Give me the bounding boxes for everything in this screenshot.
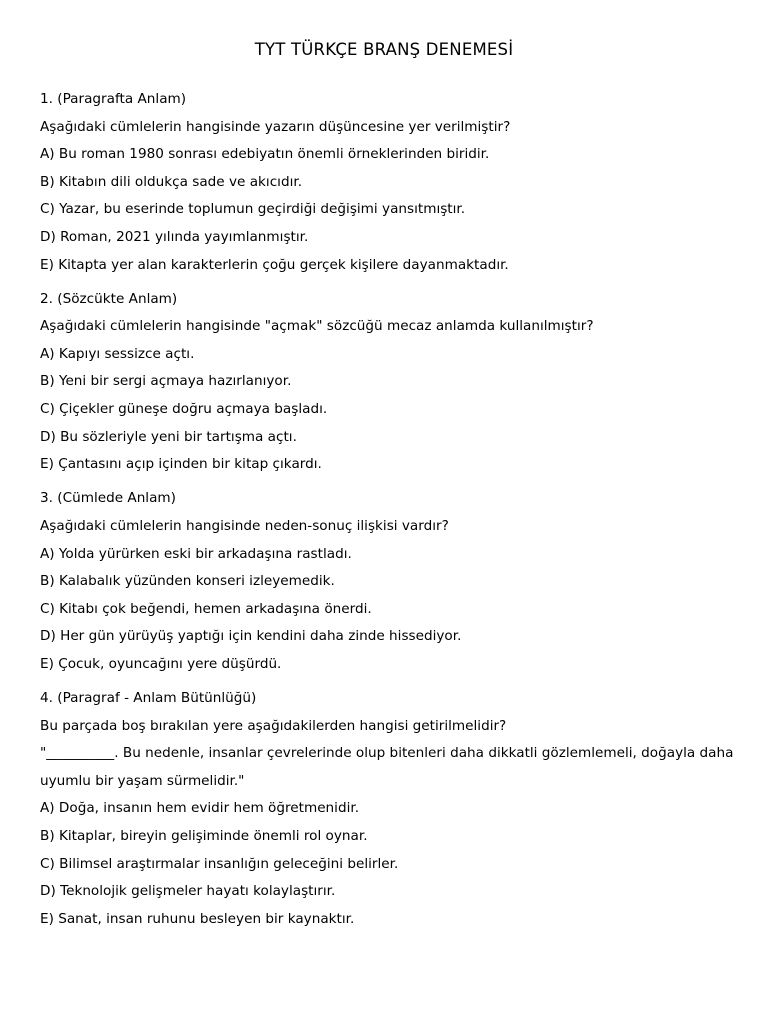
question-header: 1. (Paragrafta Anlam) <box>40 91 187 107</box>
option-a: A) Bu roman 1980 sonrası edebiyatın önemli örneklerinden biridir. <box>40 146 490 163</box>
option-c: C) Bilimsel araştırmalar insanlığın geleceğini belirler. <box>40 855 399 872</box>
option-d: D) Teknolojik gelişmeler hayatı kolaylaştırır. <box>40 883 336 900</box>
option-b: B) Kitaplar, bireyin gelişiminde önemli rol oynar. <box>40 827 368 844</box>
option-e: E) Çocuk, oyuncağını yere düşürdü. <box>40 655 282 672</box>
option-e: E) Kitapta yer alan karakterlerin çoğu gerçek kişilere dayanmaktadır. <box>40 256 509 273</box>
question-2 <box>40 286 740 479</box>
option-b: B) Kalabalık yüzünden konseri izleyemedik. <box>40 573 335 590</box>
option-d: D) Roman, 2021 yılında yayımlanmıştır. <box>40 228 309 245</box>
option-e: E) Çantasını açıp içinden bir kitap çıkardı. <box>40 456 322 473</box>
question-stem: Bu parçada boş bırakılan yere aşağıdakilerden hangisi getirilmelidir? <box>40 717 507 734</box>
question-list <box>40 86 740 933</box>
option-a: A) Kapıyı sessizce açtı. <box>40 345 195 362</box>
option-d: D) Her gün yürüyüş yaptığı için kendini daha zinde hissediyor. <box>40 628 462 645</box>
option-a: A) Doğa, insanın hem evidir hem öğretmenidir. <box>40 800 360 817</box>
question-stem: Aşağıdaki cümlelerin hangisinde neden-sonuç ilişkisi vardır? <box>40 517 449 534</box>
question-3 <box>40 485 740 678</box>
question-header: 2. (Sözcükte Anlam) <box>40 290 178 307</box>
question-stem: Aşağıdaki cümlelerin hangisinde "açmak" sözcüğü mecaz anlamda kullanılmıştır? <box>40 318 594 335</box>
option-b: B) Yeni bir sergi açmaya hazırlanıyor. <box>40 373 292 390</box>
option-c: C) Çiçekler güneşe doğru açmaya başladı. <box>40 401 328 418</box>
option-b: B) Kitabın dili oldukça sade ve akıcıdır. <box>40 173 303 190</box>
option-c: C) Kitabı çok beğendi, hemen arkadaşına önerdi. <box>40 600 372 617</box>
document-title: TYT TÜRKÇE BRANŞ DENEMESİ <box>254 40 514 59</box>
question-header: 4. (Paragraf - Anlam Bütünlüğü) <box>40 689 257 706</box>
option-d: D) Bu sözleriyle yeni bir tartışma açtı. <box>40 428 297 445</box>
option-c: C) Yazar, bu eserinde toplumun geçirdiği değişimi yansıtmıştır. <box>40 201 466 218</box>
option-e: E) Sanat, insan ruhunu besleyen bir kaynaktır. <box>40 910 355 927</box>
question-header: 3. (Cümlede Anlam) <box>40 490 176 507</box>
question-stem: Aşağıdaki cümlelerin hangisinde yazarın düşüncesine yer verilmiştir? <box>40 118 511 135</box>
question-passage: "__________. Bu nedenle, insanlar çevrelerinde olup bitenleri daha dikkatli gözlemlemeli, doğayla daha uyumlu bir yaşam sürmelidir." <box>40 745 734 789</box>
option-a: A) Yolda yürürken eski bir arkadaşına rastladı. <box>40 545 352 562</box>
question-1 <box>40 86 740 279</box>
question-4 <box>40 685 740 933</box>
